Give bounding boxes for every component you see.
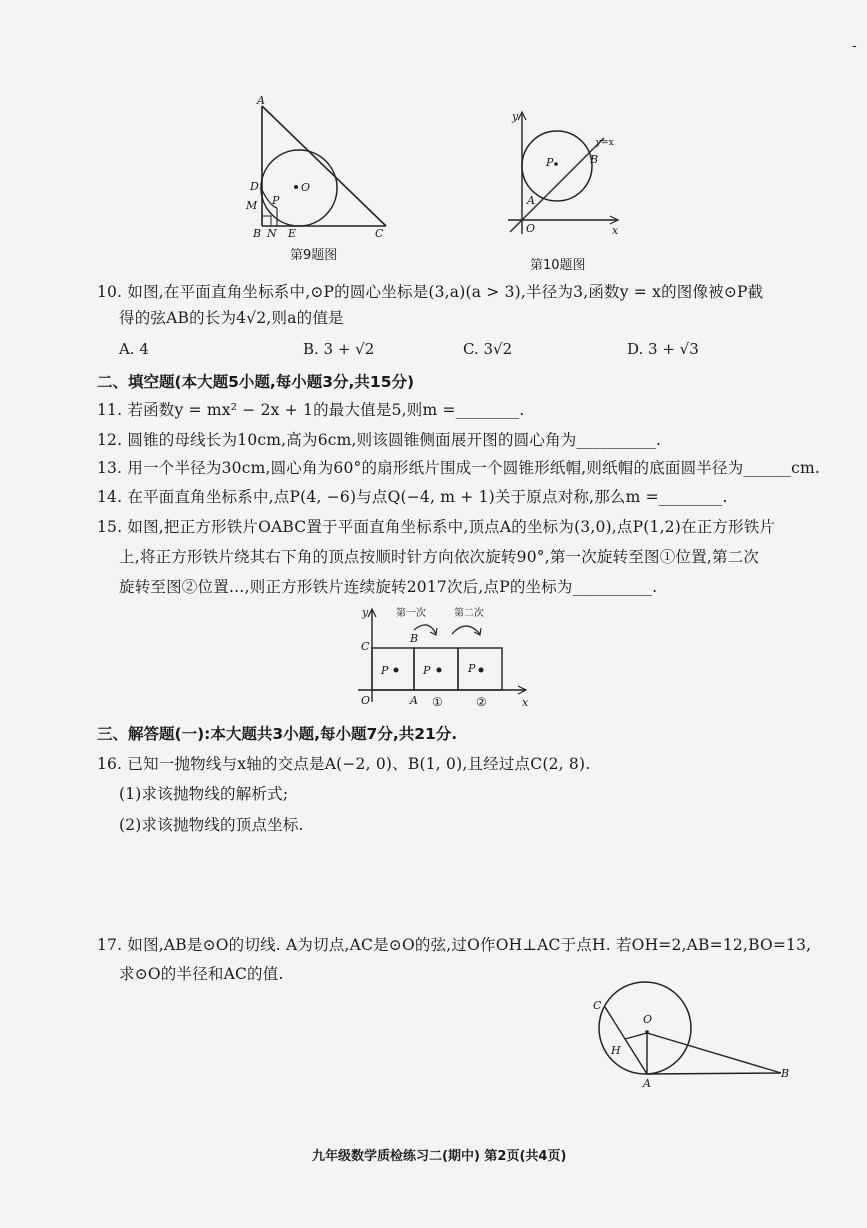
fig9-center-dot bbox=[294, 185, 298, 189]
figure-9 bbox=[236, 88, 406, 240]
fig10-label-a: A bbox=[527, 194, 535, 207]
fig17-ab bbox=[647, 1073, 781, 1074]
fig9-caption: 第9题图 bbox=[290, 248, 338, 263]
fig9-label-p: P bbox=[272, 194, 280, 207]
q17-line1: 17. 如图,AB是⊙O的切线. A为切点,AC是⊙O的弦,过O作OH⊥AC于点H. 若OH=2,AB=12,BO=13, bbox=[97, 936, 812, 954]
fig17-chord-ac bbox=[605, 1007, 647, 1074]
fig15-label-o: O bbox=[361, 694, 371, 707]
fig15-p-dot-0 bbox=[394, 668, 399, 673]
q14: 14. 在平面直角坐标系中,点P(4, −6)与点Q(−4, m + 1)关于原点对称,那么m =________. bbox=[97, 488, 728, 506]
q13: 13. 用一个半径为30cm,圆心角为60°的扇形纸片围成一个圆锥形纸帽,则纸帽的底面圆半径为______cm. bbox=[97, 459, 821, 477]
q16-part1: (1)求该抛物线的解析式; bbox=[119, 785, 289, 803]
fig10-label-p: P bbox=[546, 156, 554, 169]
fig9-label-n: N bbox=[267, 227, 277, 240]
fig15-label-pos2: ② bbox=[476, 695, 487, 709]
q16-part2: (2)求该抛物线的顶点坐标. bbox=[119, 816, 304, 834]
figure-17 bbox=[585, 975, 800, 1090]
fig9-label-b: B bbox=[253, 227, 262, 240]
fig10-label-line: y=x bbox=[596, 138, 614, 148]
fig10-label-o: O bbox=[526, 222, 536, 235]
fig17-circle bbox=[599, 982, 691, 1074]
fig15-label-p1: P bbox=[423, 664, 431, 677]
fig17-label-o: O bbox=[643, 1013, 653, 1026]
fig9-label-o: O bbox=[301, 181, 311, 194]
section-3-heading: 三、解答题(一):本大题共3小题,每小题7分,共21分. bbox=[97, 725, 458, 743]
fig9-label-d: D bbox=[250, 180, 259, 193]
fig10-label-x: x bbox=[612, 224, 619, 237]
corner-mark: - bbox=[852, 38, 857, 54]
fig10-circle bbox=[522, 131, 592, 201]
q15-line3: 旋转至图②位置…,则正方形铁片连续旋转2017次后,点P的坐标为__________. bbox=[119, 578, 658, 596]
fig17-center-dot bbox=[645, 1030, 649, 1034]
fig10-caption: 第10题图 bbox=[530, 258, 586, 273]
fig15-label-first: 第一次 bbox=[396, 608, 426, 619]
q10-option-d: D. 3 + √3 bbox=[627, 340, 699, 358]
fig15-label-x: x bbox=[522, 696, 529, 709]
fig9-side-ac bbox=[262, 106, 386, 226]
q10-line1: 10. 如图,在平面直角坐标系中,⊙P的圆心坐标是(3,a)(a > 3),半径为3,函数y = x的图像被⊙P截 bbox=[97, 283, 764, 301]
figure-15 bbox=[350, 602, 540, 712]
fig9-label-c: C bbox=[375, 227, 384, 240]
fig15-label-c: C bbox=[361, 640, 370, 653]
fig15-label-p0: P bbox=[381, 664, 389, 677]
q16-line1: 16. 已知一抛物线与x轴的交点是A(−2, 0)、B(1, 0),且经过点C(2, 8). bbox=[97, 755, 591, 773]
fig10-label-b: B bbox=[590, 153, 599, 166]
fig15-label-y: y bbox=[362, 606, 369, 619]
fig9-label-e: E bbox=[288, 227, 297, 240]
page-footer: 九年级数学质检练习二(期中) 第2页(共4页) bbox=[312, 1149, 567, 1164]
q10-option-b: B. 3 + √2 bbox=[303, 340, 375, 358]
q15-line2: 上,将正方形铁片绕其右下角的顶点按顺时针方向依次旋转90°,第一次旋转至图①位置,第二次 bbox=[119, 548, 760, 566]
q11: 11. 若函数y = mx² − 2x + 1的最大值是5,则m =________. bbox=[97, 401, 525, 419]
fig17-ob bbox=[647, 1033, 781, 1073]
q17-line2: 求⊙O的半径和AC的值. bbox=[119, 965, 284, 983]
fig9-right-angle bbox=[262, 216, 271, 226]
fig9-label-m: M bbox=[246, 199, 258, 212]
fig15-label-a: A bbox=[410, 694, 418, 707]
fig15-label-p2: P bbox=[468, 662, 476, 675]
fig15-label-second: 第二次 bbox=[454, 608, 484, 619]
fig9-label-a: A bbox=[257, 94, 265, 107]
q10-option-a: A. 4 bbox=[119, 340, 149, 358]
section-2-heading: 二、填空题(本大题5小题,每小题3分,共15分) bbox=[97, 373, 415, 391]
fig15-label-b: B bbox=[410, 632, 419, 645]
fig15-square-1 bbox=[414, 648, 458, 690]
fig17-label-a: A bbox=[643, 1077, 651, 1090]
fig15-square-original bbox=[372, 648, 414, 690]
q12: 12. 圆锥的母线长为10cm,高为6cm,则该圆锥侧面展开图的圆心角为__________. bbox=[97, 431, 662, 449]
fig10-center-dot bbox=[554, 162, 558, 166]
q10-line2: 得的弦AB的长为4√2,则a的值是 bbox=[119, 309, 344, 327]
fig9-circle bbox=[261, 150, 337, 226]
fig15-label-pos1: ① bbox=[432, 695, 443, 709]
fig15-p-dot-2 bbox=[479, 668, 484, 673]
fig17-oh bbox=[625, 1033, 647, 1039]
q15-line1: 15. 如图,把正方形铁片OABC置于平面直角坐标系中,顶点A的坐标为(3,0),点P(1,2)在正方形铁片 bbox=[97, 518, 776, 536]
fig17-label-h: H bbox=[611, 1044, 621, 1057]
fig17-label-b: B bbox=[781, 1067, 790, 1080]
fig15-p-dot-1 bbox=[437, 668, 442, 673]
fig17-label-c: C bbox=[593, 999, 602, 1012]
q10-option-c: C. 3√2 bbox=[463, 340, 513, 358]
figure-10 bbox=[500, 108, 630, 242]
fig10-label-y: y bbox=[512, 110, 519, 123]
